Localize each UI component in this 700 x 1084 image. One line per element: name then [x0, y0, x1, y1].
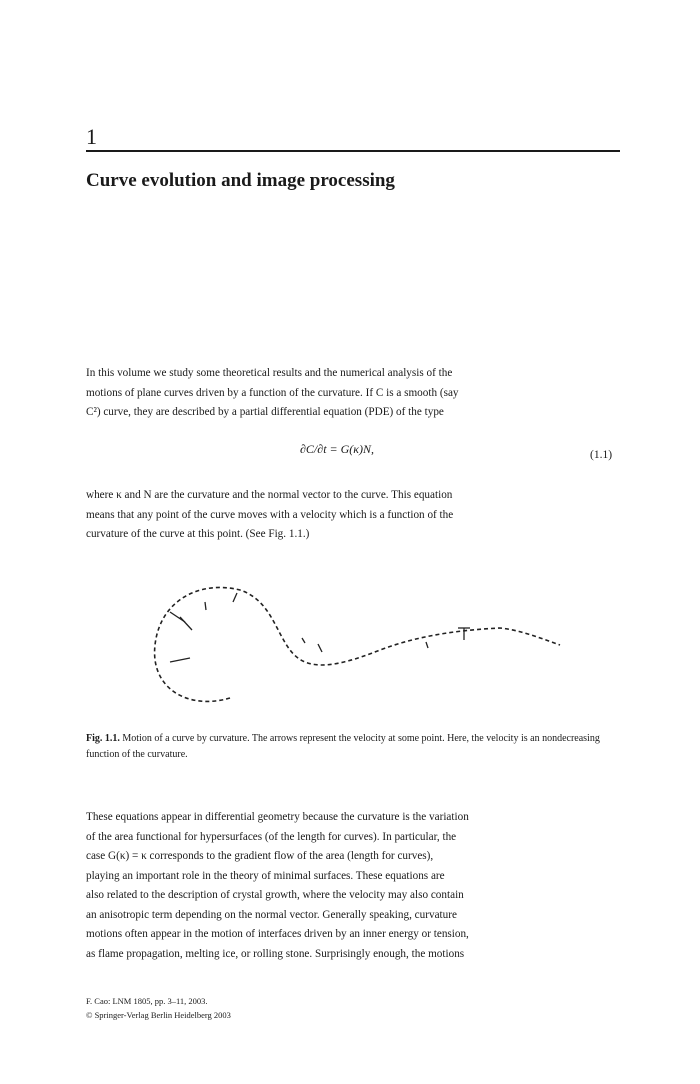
- velocity-arrow: [426, 642, 428, 648]
- body-line: motions often appear in the motion of interfaces driven by an inner energy or tension,: [86, 928, 469, 940]
- footer-copyright: © Springer-Verlag Berlin Heidelberg 2003: [86, 1010, 231, 1020]
- equation-number: (1.1): [590, 449, 613, 461]
- body-line: as flame propagation, melting ice, or rolling stone. Surprisingly enough, the motions: [86, 947, 465, 960]
- chapter-rule: [86, 150, 620, 152]
- figure-caption: [86, 731, 620, 763]
- intro-line: motions of plane curves driven by a function of the curvature. If C is a smooth (say: [86, 386, 459, 399]
- body-line: also related to the description of crystal growth, where the velocity may also contain: [86, 889, 464, 901]
- intro-paragraph: [86, 364, 620, 423]
- explanation-paragraph: [86, 486, 620, 545]
- equation-lhs: ∂C/∂t: [300, 442, 327, 456]
- velocity-arrow: [205, 602, 206, 610]
- body-line: playing an important role in the theory of minimal surfaces. These equations are: [86, 869, 445, 882]
- footer-citation: F. Cao: LNM 1805, pp. 3–11, 2003.: [86, 996, 208, 1006]
- curve-figure: [120, 570, 580, 720]
- copyright-footer: [86, 994, 231, 1022]
- body-line: an anisotropic term depending on the normal vector. Generally speaking, curvature: [86, 908, 457, 921]
- body-paragraph: [86, 808, 620, 964]
- explanation-line: curvature of the curve at this point. (See Fig. 1.1.): [86, 528, 310, 540]
- equation-rhs: = G(κ)N,: [329, 442, 375, 456]
- evolving-curve: [155, 587, 560, 701]
- body-line: These equations appear in differential geometry because the curvature is the variation: [86, 811, 469, 823]
- intro-line: In this volume we study some theoretical results and the numerical analysis of the: [86, 367, 453, 379]
- velocity-arrow: [318, 644, 322, 652]
- explanation-line: means that any point of the curve moves with a velocity which is a function of the: [86, 508, 454, 521]
- equation: [300, 442, 374, 457]
- caption-text: Motion of a curve by curvature. The arrows represent the velocity at some point. Here, the velocity is an nondecreasing function of the curvature.: [86, 733, 600, 760]
- chapter-number: 1: [86, 124, 97, 149]
- caption-label: Fig. 1.1.: [86, 733, 120, 744]
- velocity-arrow: [180, 617, 192, 630]
- velocity-arrow: [170, 658, 190, 662]
- intro-line: C²) curve, they are described by a partial differential equation (PDE) of the type: [86, 406, 444, 418]
- body-line: case G(κ) = κ corresponds to the gradient flow of the area (length for curves),: [86, 850, 434, 862]
- velocity-arrow: [233, 593, 237, 602]
- explanation-line: where κ and N are the curvature and the normal vector to the curve. This equation: [86, 489, 453, 501]
- body-line: of the area functional for hypersurfaces (of the length for curves). In particular, the: [86, 830, 457, 843]
- chapter-title: Curve evolution and image processing: [86, 170, 395, 191]
- velocity-arrow: [302, 638, 305, 643]
